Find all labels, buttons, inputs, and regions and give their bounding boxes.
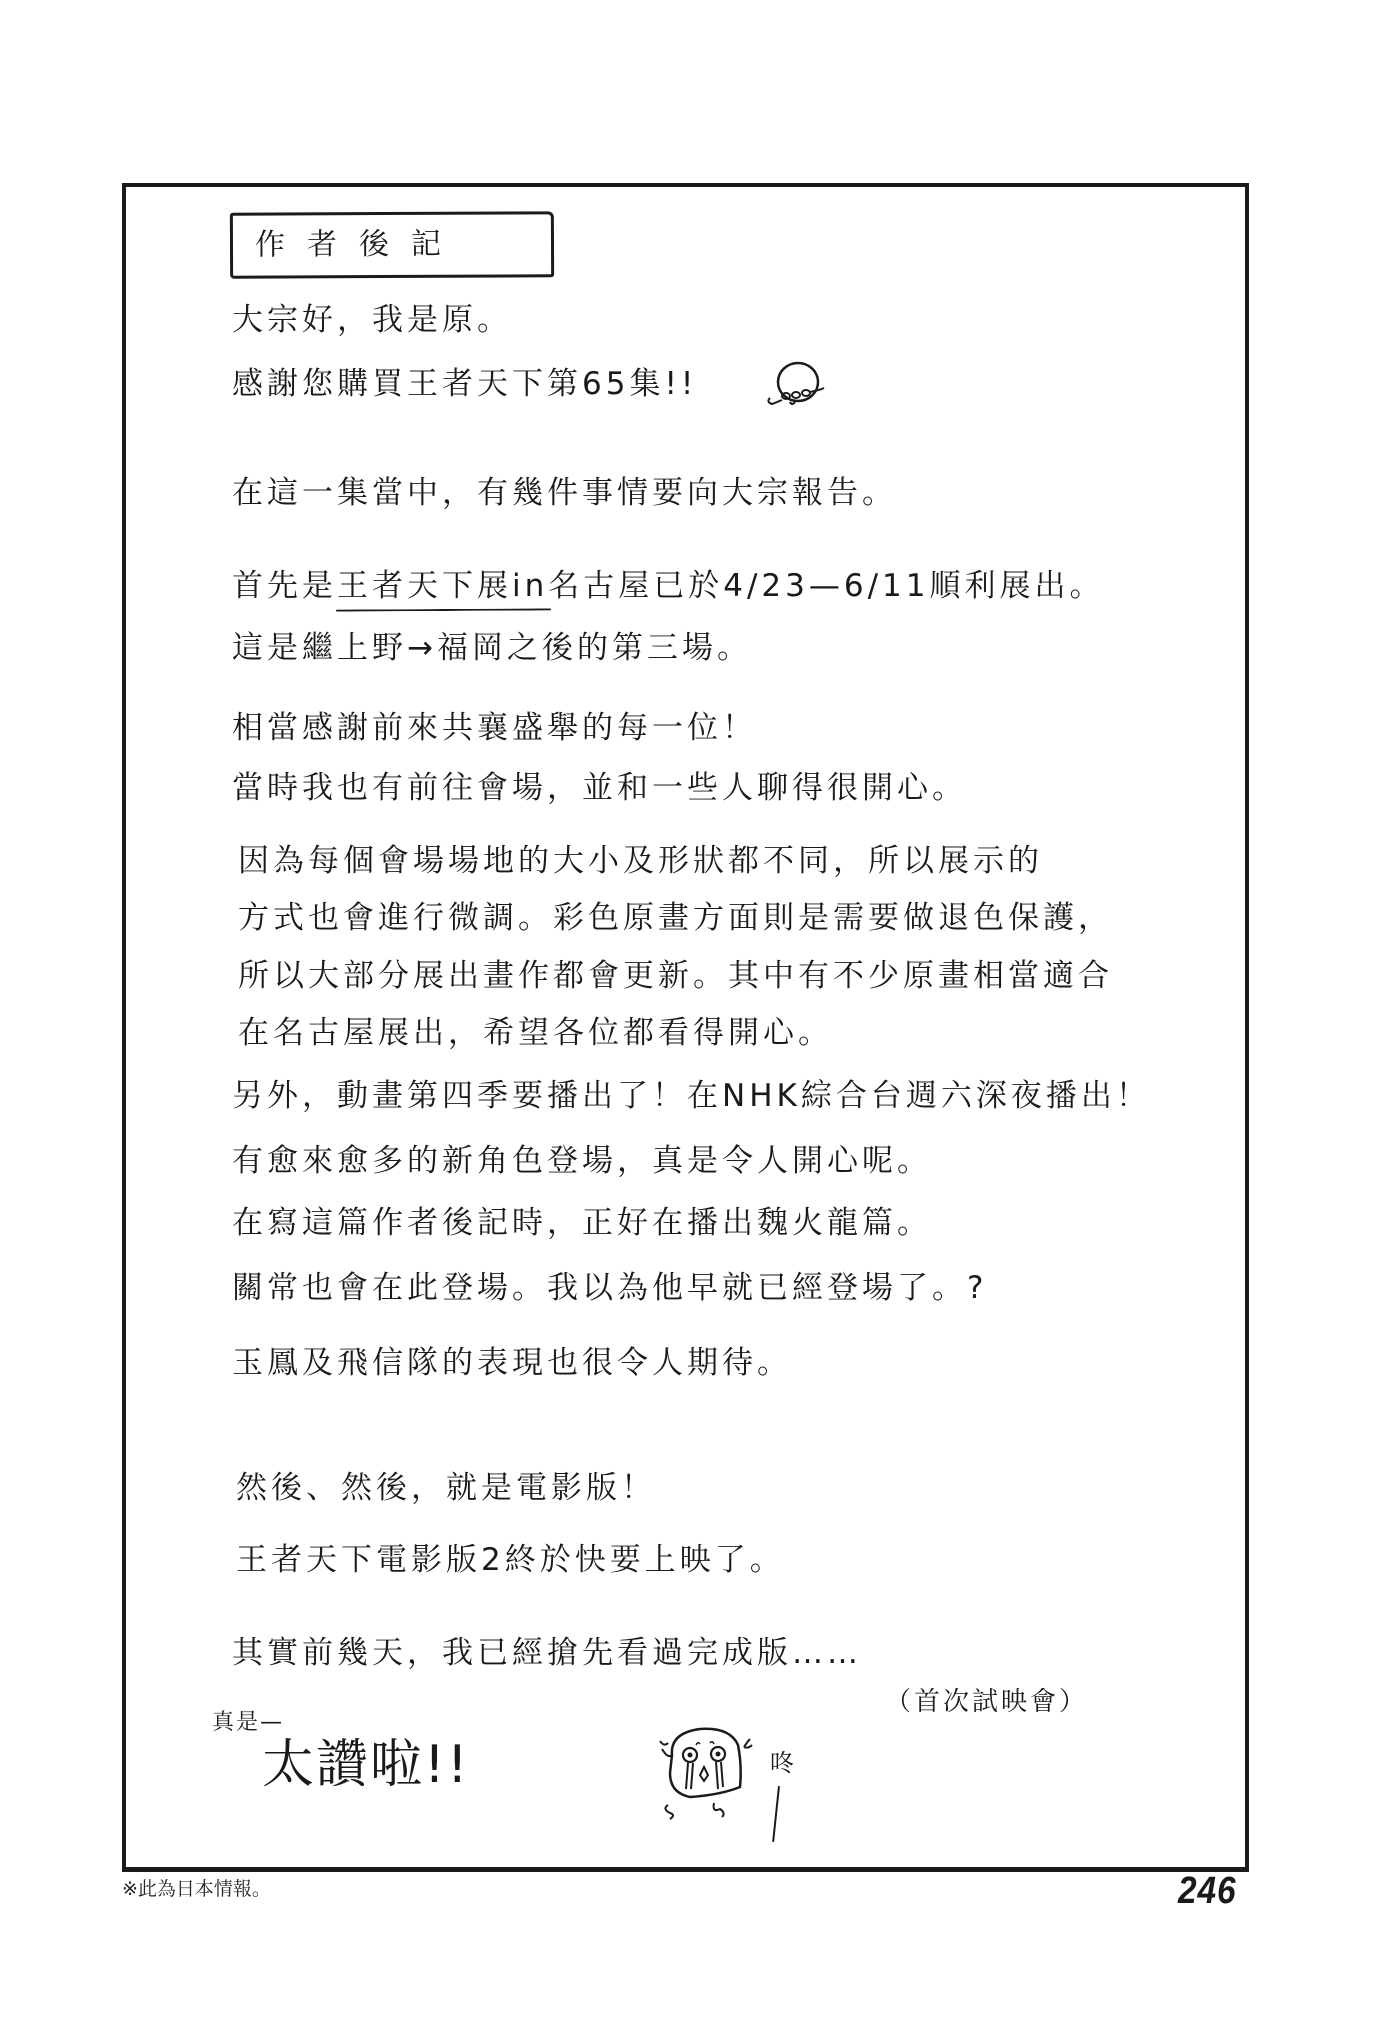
text-line: 相當感謝前來共襄盛舉的每一位！ (232, 710, 757, 746)
text-line: 然後、然後，就是電影版！ (236, 1470, 656, 1506)
text-line: 王者天下電影版2終於快要上映了。 (236, 1542, 785, 1578)
text-line: 在名古屋展出，希望各位都看得開心。 (238, 1015, 833, 1051)
parenthetical-note: （首次試映會） (885, 1687, 1089, 1717)
text-line: 其實前幾天，我已經搶先看過完成版…… (232, 1635, 862, 1671)
big-exclamation: 太讚啦!! (262, 1735, 470, 1795)
crying-character-doodle-icon (640, 1725, 770, 1825)
text-line: 另外，動畫第四季要播出了！在NHK綜合台週六深夜播出！ (232, 1078, 1151, 1114)
smiling-face-doodle-icon (762, 360, 830, 410)
text-line: 在寫這篇作者後記時，正好在播出魏火龍篇。 (232, 1205, 932, 1241)
text-line: 有愈來愈多的新角色登場，真是令人開心呢。 (232, 1143, 932, 1179)
text-line: 大宗好，我是原。 (232, 302, 512, 338)
text-line: 因為每個會場場地的大小及形狀都不同，所以展示的 (238, 843, 1043, 879)
text-line: 當時我也有前往會場，並和一些人聊得很開心。 (232, 770, 967, 806)
header-box (230, 211, 554, 278)
small-lead-text: 真是— (212, 1710, 285, 1735)
text-line: 關常也會在此登場。我以為他早就已經登場了。? (232, 1270, 988, 1306)
text-line: 玉鳳及飛信隊的表現也很令人期待。 (232, 1345, 792, 1381)
sound-effect-text: 咚 (770, 1749, 794, 1777)
footnote: ※此為日本情報。 (122, 1878, 271, 1900)
text-line: 方式也會進行微調。彩色原畫方面則是需要做退色保護， (238, 900, 1113, 936)
page-number: 246 (1178, 1870, 1237, 1912)
text-line: 首先是王者天下展in名古屋已於4/23—6/11順利展出。 (232, 568, 1105, 604)
text-line: 所以大部分展出畫作都會更新。其中有不少原畫相當適合 (238, 958, 1113, 994)
text-line: 在這一集當中，有幾件事情要向大宗報告。 (232, 475, 897, 511)
text-line: 這是繼上野→福岡之後的第三場。 (232, 630, 752, 666)
page-title: 作者後記 (254, 226, 464, 263)
text-line: 感謝您購買王者天下第65集!! (232, 366, 698, 402)
